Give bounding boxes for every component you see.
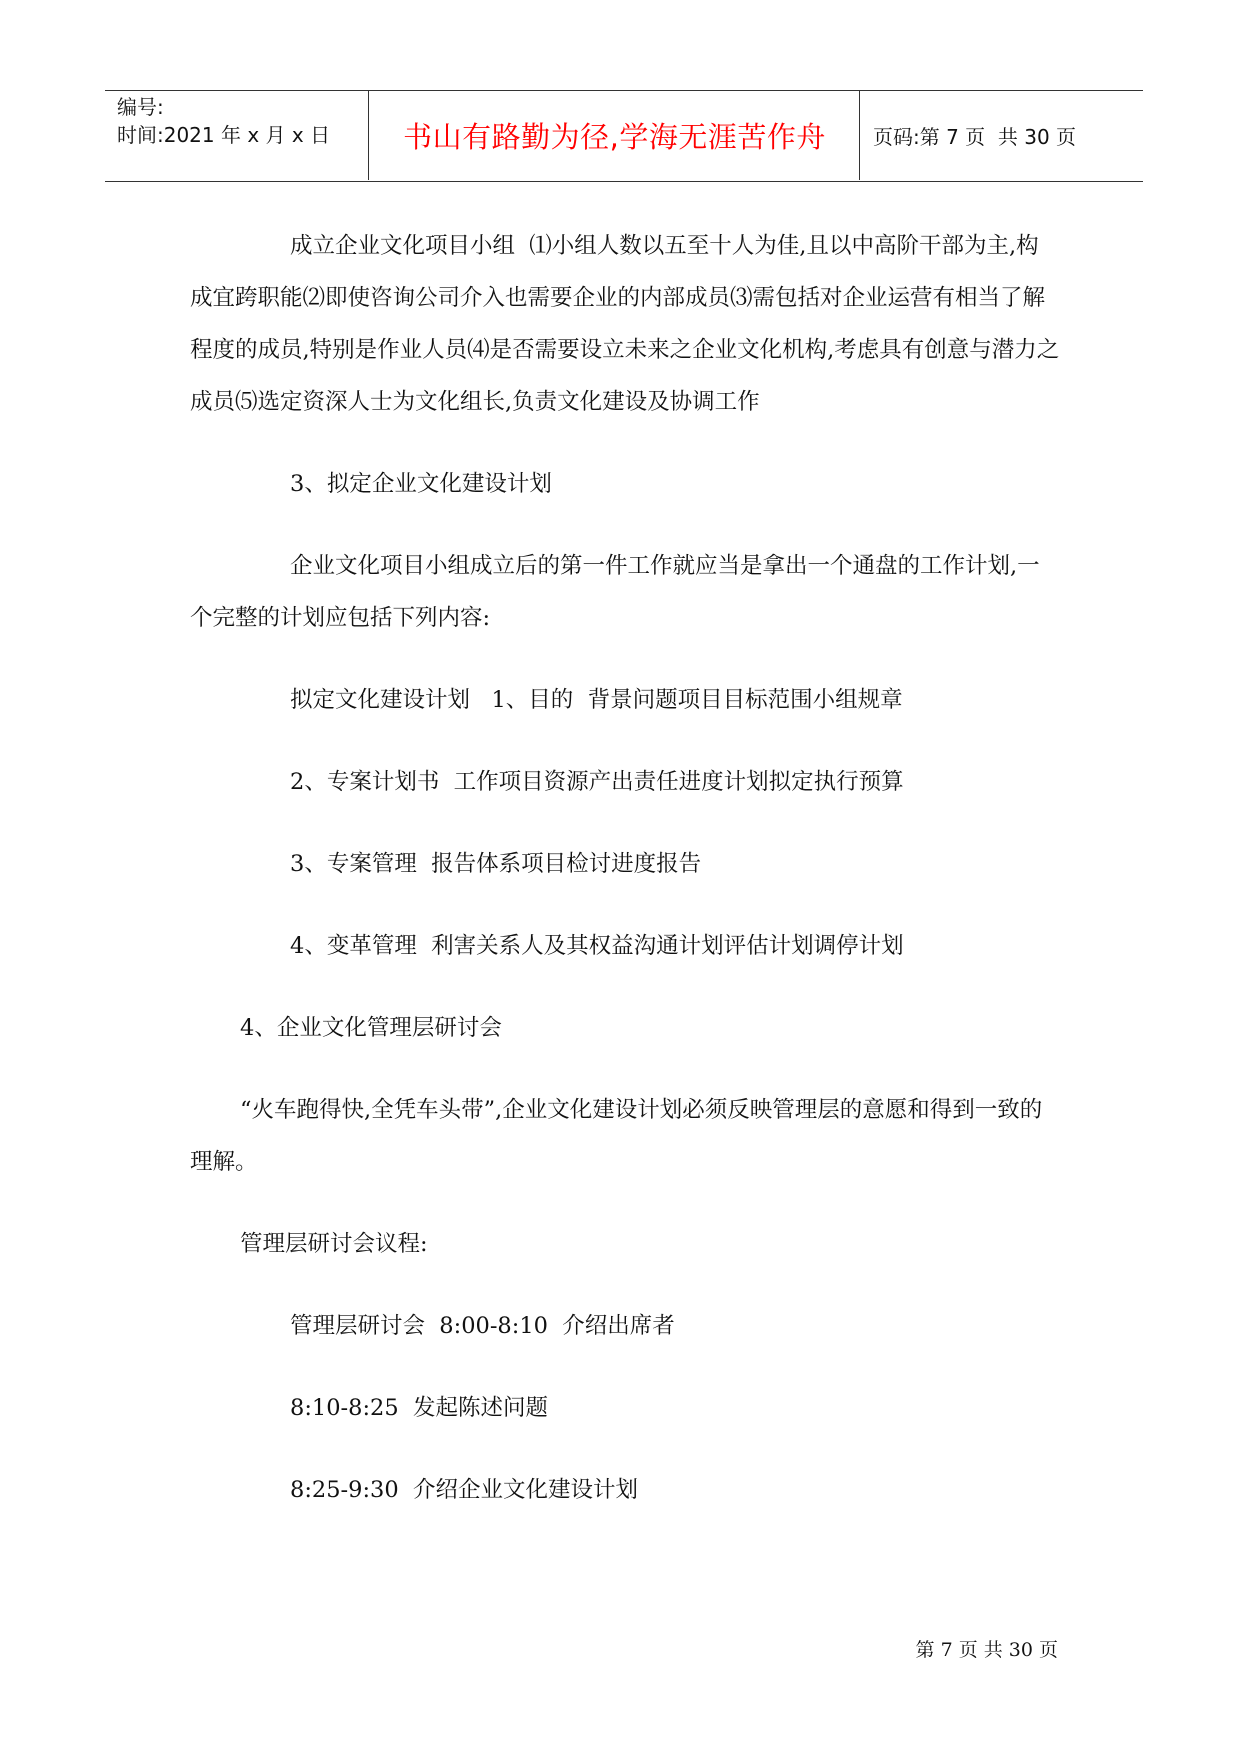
header-meta [117,93,367,149]
list-item-plan: 3、专案管理 报告体系项目检讨进度报告 [290,851,702,877]
section-heading-plan: 3、拟定企业文化建设计划 [290,471,552,497]
list-item-plan: 2、专案计划书 工作项目资源产出责任进度计划拟定执行预算 [290,769,904,795]
document-time-label: 时间:2021 年 x 月 x 日 [117,123,331,147]
header-motto: 书山有路勤为径,学海无涯苦作舟 [403,120,826,154]
paragraph-seminar-intro: “火车跑得快,全凭车头带”,企业文化建设计划必须反映管理层的意愿和得到一致的理解。 [190,1097,1043,1175]
agenda-item: 8:25-9:30 介绍企业文化建设计划 [290,1477,638,1503]
list-item-plan: 拟定文化建设计划 1、目的 背景问题项目目标范围小组规章 [290,687,903,713]
section-heading-seminar: 4、企业文化管理层研讨会 [240,1015,502,1041]
header-divider [368,91,369,180]
document-body [190,220,1060,1516]
list-item-plan: 4、变革管理 利害关系人及其权益沟通计划评估计划调停计划 [290,933,904,959]
paragraph-plan-intro: 企业文化项目小组成立后的第一件工作就应当是拿出一个通盘的工作计划,一个完整的计划应包括下列内容: [190,553,1040,631]
document-header [105,90,1143,182]
agenda-item: 8:10-8:25 发起陈述问题 [290,1395,548,1421]
page-footer: 第 7 页 共 30 页 [915,1639,1058,1661]
header-page-number: 页码:第 7 页 共 30 页 [873,125,1077,149]
agenda-item: 管理层研讨会 8:00-8:10 介绍出席者 [290,1313,675,1339]
document-number-label: 编号: [117,95,164,119]
header-divider [859,91,860,180]
paragraph-project-team: 成立企业文化项目小组 ⑴小组人数以五至十人为佳,且以中高阶干部为主,构成宜跨职能⑵即使咨询公司介入也需要企业的内部成员⑶需包括对企业运营有相当了解程度的成员,特别是作业人员⑷是否需要设立未来之企业文化机构,考虑具有创意与潜力之成员⑸选定资深人士为文化组长,负责文化建设及协调工作 [190,233,1060,415]
agenda-heading: 管理层研讨会议程: [240,1231,428,1257]
